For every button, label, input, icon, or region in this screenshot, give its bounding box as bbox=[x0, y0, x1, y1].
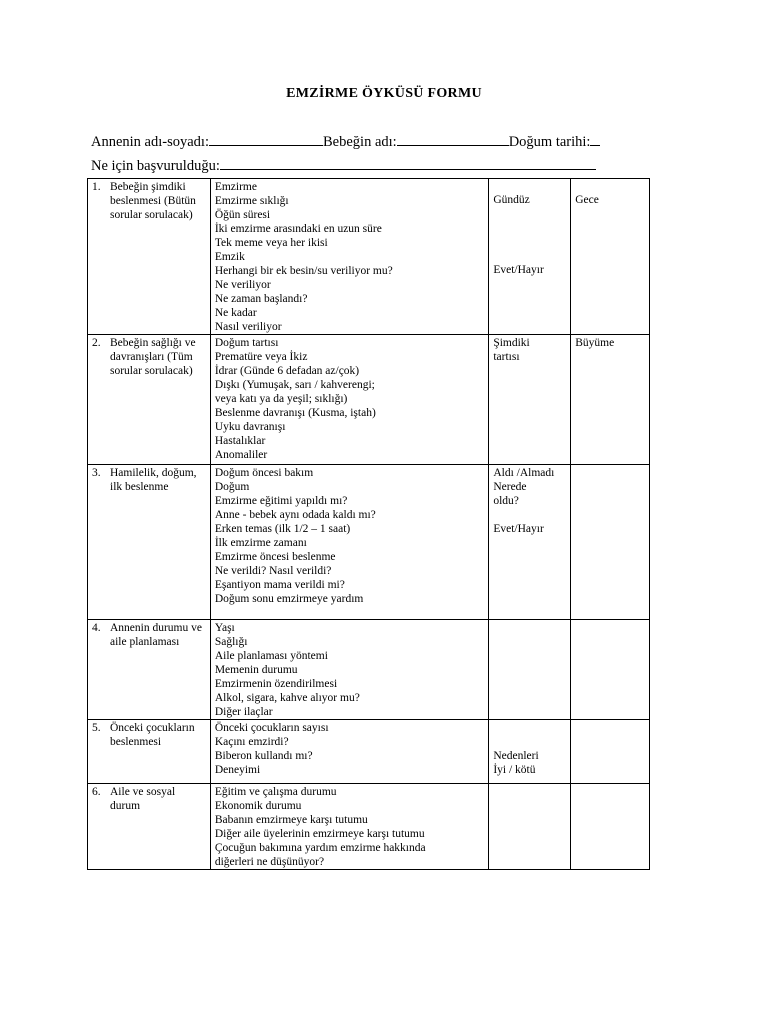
question-item: İlk emzirme zamanı bbox=[214, 537, 307, 549]
answer-label: İyi / kötü bbox=[493, 764, 536, 776]
question-item: İdrar (Günde 6 defadan az/çok) bbox=[214, 365, 360, 377]
items-cell bbox=[210, 335, 489, 465]
question-item: Emzirme sıklığı bbox=[214, 195, 289, 207]
table-row bbox=[88, 784, 650, 870]
row-number: 6. bbox=[92, 786, 101, 798]
items-cell bbox=[210, 720, 489, 784]
items-cell bbox=[210, 465, 489, 620]
category-cell bbox=[88, 335, 211, 465]
category-label: Annenin durumu ve aile planlaması bbox=[110, 622, 202, 648]
baby-name-blank[interactable] bbox=[397, 131, 509, 146]
question-item: Emzirme bbox=[214, 181, 257, 193]
question-item: Emzirmenin özendirilmesi bbox=[214, 678, 338, 690]
answer-label: Aldı /Almadı bbox=[493, 467, 555, 479]
question-item: Tek meme veya her ikisi bbox=[214, 237, 328, 249]
answer-label: Gece bbox=[575, 194, 599, 206]
category-label: Aile ve sosyal durum bbox=[110, 786, 176, 812]
header-line-1 bbox=[91, 131, 600, 151]
answer-cell-2[interactable] bbox=[571, 620, 650, 720]
answer-cell-2[interactable] bbox=[571, 720, 650, 784]
answer-label: Nedenleri bbox=[493, 750, 539, 762]
answer-cell-2[interactable] bbox=[571, 179, 650, 335]
question-item: Doğum öncesi bakım bbox=[214, 467, 314, 479]
row-number: 5. bbox=[92, 722, 101, 734]
category-cell bbox=[88, 179, 211, 335]
question-item: Emzirme eğitimi yapıldı mı? bbox=[214, 495, 348, 507]
blank-line bbox=[493, 735, 566, 749]
blank-line bbox=[493, 249, 566, 263]
question-item: Sağlığı bbox=[214, 636, 248, 648]
items-cell bbox=[210, 620, 489, 720]
question-item: Eşantiyon mama verildi mi? bbox=[214, 579, 345, 591]
question-item: Anomaliler bbox=[214, 449, 268, 461]
baby-name-label: Bebeğin adı: bbox=[323, 134, 397, 150]
birth-date-label: Doğum tarihi: bbox=[508, 134, 591, 150]
question-item: Hastalıklar bbox=[214, 435, 266, 447]
question-item: Çocuğun bakımına yardım emzirme hakkında bbox=[214, 842, 426, 854]
category-label: Bebeğin şimdiki beslenmesi (Bütün sorular sorulacak) bbox=[110, 181, 196, 221]
question-item: Deneyimi bbox=[214, 764, 261, 776]
form-title: EMZİRME ÖYKÜSÜ FORMU bbox=[286, 86, 482, 101]
question-item: Emzik bbox=[214, 251, 245, 263]
category-label: Bebeğin sağlığı ve davranışları (Tüm sorular sorulacak) bbox=[110, 337, 196, 377]
question-item: Diğer aile üyelerinin emzirmeye karşı tutumu bbox=[214, 828, 425, 840]
table-row bbox=[88, 620, 650, 720]
question-item: Memenin durumu bbox=[214, 664, 298, 676]
blank-line bbox=[493, 207, 566, 221]
answer-label: Gündüz bbox=[493, 194, 530, 206]
answer-label: tartısı bbox=[493, 351, 520, 363]
answer-label: Büyüme bbox=[575, 337, 615, 349]
reason-blank[interactable] bbox=[220, 155, 596, 170]
answer-label: Evet/Hayır bbox=[493, 264, 544, 276]
mother-name-label: Annenin adı-soyadı: bbox=[91, 134, 209, 150]
question-item: Ne zaman başlandı? bbox=[214, 293, 308, 305]
header-line-2 bbox=[91, 155, 596, 175]
question-item: diğerleri ne düşünüyor? bbox=[214, 856, 325, 868]
question-item: Anne - bebek aynı odada kaldı mı? bbox=[214, 509, 376, 521]
answer-label: Evet/Hayır bbox=[493, 523, 544, 535]
question-item: Eğitim ve çalışma durumu bbox=[214, 786, 337, 798]
question-item: Aile planlaması yöntemi bbox=[214, 650, 328, 662]
question-item: Babanın emzirmeye karşı tutumu bbox=[214, 814, 368, 826]
table-row bbox=[88, 179, 650, 335]
answer-cell-2[interactable] bbox=[571, 784, 650, 870]
question-item: Alkol, sigara, kahve alıyor mu? bbox=[214, 692, 360, 704]
answer-cell-2[interactable] bbox=[571, 335, 650, 465]
question-item: Beslenme davranışı (Kusma, iştah) bbox=[214, 407, 376, 419]
question-item: Kaçını emzirdi? bbox=[214, 736, 289, 748]
question-item: Ekonomik durumu bbox=[214, 800, 302, 812]
answer-label: oldu? bbox=[493, 495, 519, 507]
answer-label: Şimdiki bbox=[493, 337, 530, 349]
answer-cell-1[interactable] bbox=[489, 784, 571, 870]
question-item: Prematüre veya İkiz bbox=[214, 351, 308, 363]
question-item: Nasıl veriliyor bbox=[214, 321, 282, 333]
items-cell bbox=[210, 179, 489, 335]
blank-line bbox=[493, 721, 566, 735]
category-label: Önceki çocukların beslenmesi bbox=[110, 722, 195, 748]
question-item: Yaşı bbox=[214, 622, 235, 634]
mother-name-blank[interactable] bbox=[209, 131, 323, 146]
table-row bbox=[88, 720, 650, 784]
question-item: Diğer ilaçlar bbox=[214, 706, 273, 718]
category-cell bbox=[88, 465, 211, 620]
question-item: Erken temas (ilk 1/2 – 1 saat) bbox=[214, 523, 351, 535]
answer-label: Nerede bbox=[493, 481, 527, 493]
reason-label: Ne için başvurulduğu: bbox=[91, 158, 220, 174]
question-item: Uyku davranışı bbox=[214, 421, 286, 433]
category-cell bbox=[88, 720, 211, 784]
items-cell bbox=[210, 784, 489, 870]
category-label: Hamilelik, doğum, ilk beslenme bbox=[110, 467, 197, 493]
table-row bbox=[88, 465, 650, 620]
row-number: 3. bbox=[92, 467, 101, 479]
row-number: 4. bbox=[92, 622, 101, 634]
answer-cell-2[interactable] bbox=[571, 465, 650, 620]
answer-cell-1[interactable] bbox=[489, 335, 571, 465]
question-item: Ne veriliyor bbox=[214, 279, 271, 291]
question-item: Önceki çocukların sayısı bbox=[214, 722, 329, 734]
question-item: Biberon kullandı mı? bbox=[214, 750, 313, 762]
category-cell bbox=[88, 784, 211, 870]
question-item: Doğum sonu emzirmeye yardım bbox=[214, 593, 364, 605]
question-item: Ne verildi? Nasıl verildi? bbox=[214, 565, 332, 577]
question-item: Doğum bbox=[214, 481, 250, 493]
table-row bbox=[88, 335, 650, 465]
answer-cell-1[interactable] bbox=[489, 720, 571, 784]
birth-date-blank[interactable] bbox=[590, 131, 600, 146]
question-item: veya katı ya da yeşil; sıklığı) bbox=[214, 393, 348, 405]
history-table bbox=[87, 178, 650, 870]
answer-cell-1[interactable] bbox=[489, 465, 571, 620]
answer-cell-1[interactable] bbox=[489, 179, 571, 335]
question-item: Doğum tartısı bbox=[214, 337, 279, 349]
row-number: 1. bbox=[92, 181, 101, 193]
question-item: Ne kadar bbox=[214, 307, 257, 319]
question-item: Öğün süresi bbox=[214, 209, 271, 221]
question-item: Dışkı (Yumuşak, sarı / kahverengi; bbox=[214, 379, 375, 391]
question-item: Emzirme öncesi beslenme bbox=[214, 551, 336, 563]
blank-line bbox=[493, 221, 566, 235]
question-item: Herhangi bir ek besin/su veriliyor mu? bbox=[214, 265, 393, 277]
row-number: 2. bbox=[92, 337, 101, 349]
question-item: İki emzirme arasındaki en uzun süre bbox=[214, 223, 382, 235]
category-cell bbox=[88, 620, 211, 720]
answer-cell-1[interactable] bbox=[489, 620, 571, 720]
blank-line bbox=[493, 235, 566, 249]
blank-line bbox=[493, 508, 566, 522]
